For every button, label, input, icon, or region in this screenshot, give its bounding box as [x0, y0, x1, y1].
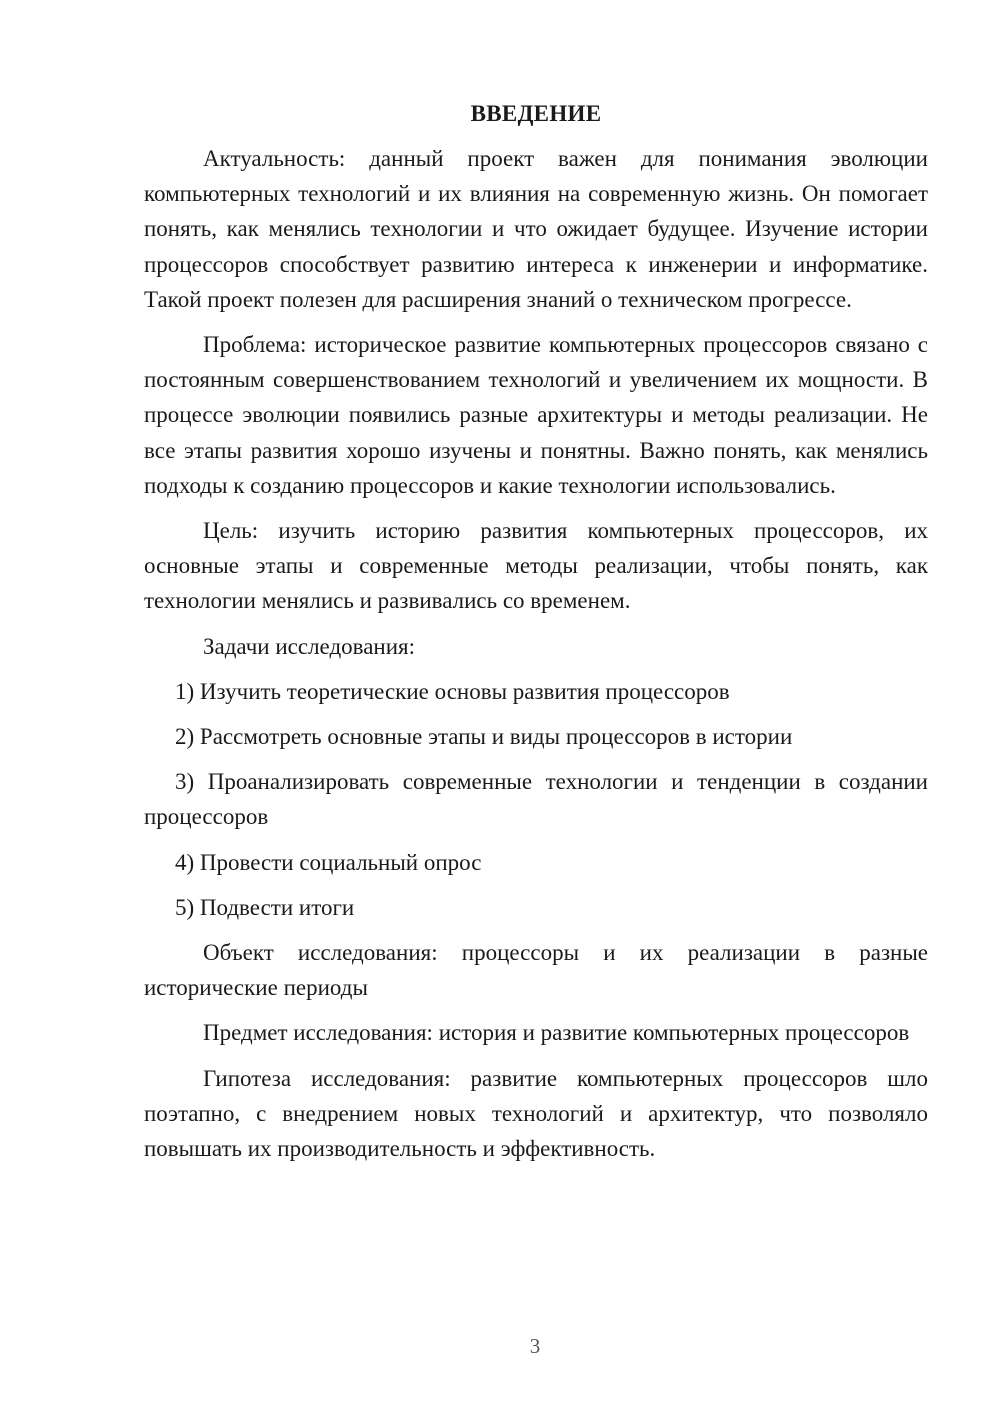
- page-content: [144, 96, 928, 1176]
- task-item-4: 4) Провести социальный опрос: [175, 849, 482, 875]
- task-item-3: 3) Проанализировать современные технологии и тенденции в создании процессоров: [144, 769, 928, 830]
- paragraph-relevance: Актуальность: данный проект важен для понимания эволюции компьютерных технологий и их влияния на современную жизнь. Он помогает понять, как менялись технологии и что ожидает будущее. Изучение истории процессоров способствует развитию интереса к инженерии и информатике. Такой проект полезен для расширения знаний о техническом прогрессе.: [144, 146, 928, 312]
- section-title: ВВЕДЕНИЕ: [470, 101, 602, 126]
- tasks-heading: Задачи исследования:: [203, 633, 416, 659]
- paragraph-problem: Проблема: историческое развитие компьютерных процессоров связано с постоянным совершенствованием технологий и увеличением их мощности. В процессе эволюции появились разные архитектуры и методы реализации. Не все этапы развития хорошо изучены и понятны. Важно понять, как менялись подходы к созданию процессоров и какие технологии использовались.: [144, 332, 928, 498]
- page-number: 3: [529, 1334, 541, 1358]
- task-item-1: 1) Изучить теоретические основы развития процессоров: [175, 678, 730, 704]
- paragraph-hypothesis: Гипотеза исследования: развитие компьютерных процессоров шло поэтапно, с внедрением новых технологий и архитектур, что позволяло повышать их производительность и эффективность.: [144, 1065, 928, 1162]
- task-item-5: 5) Подвести итоги: [175, 894, 355, 920]
- task-item-2: 2) Рассмотреть основные этапы и виды процессоров в истории: [175, 724, 793, 750]
- paragraph-goal: Цель: изучить историю развития компьютерных процессоров, их основные этапы и современные методы реализации, чтобы понять, как технологии менялись и развивались со временем.: [144, 518, 928, 614]
- paragraph-subject: Предмет исследования: история и развитие компьютерных процессоров: [203, 1020, 910, 1046]
- paragraph-object: Объект исследования: процессоры и их реализации в разные исторические периоды: [144, 940, 928, 1001]
